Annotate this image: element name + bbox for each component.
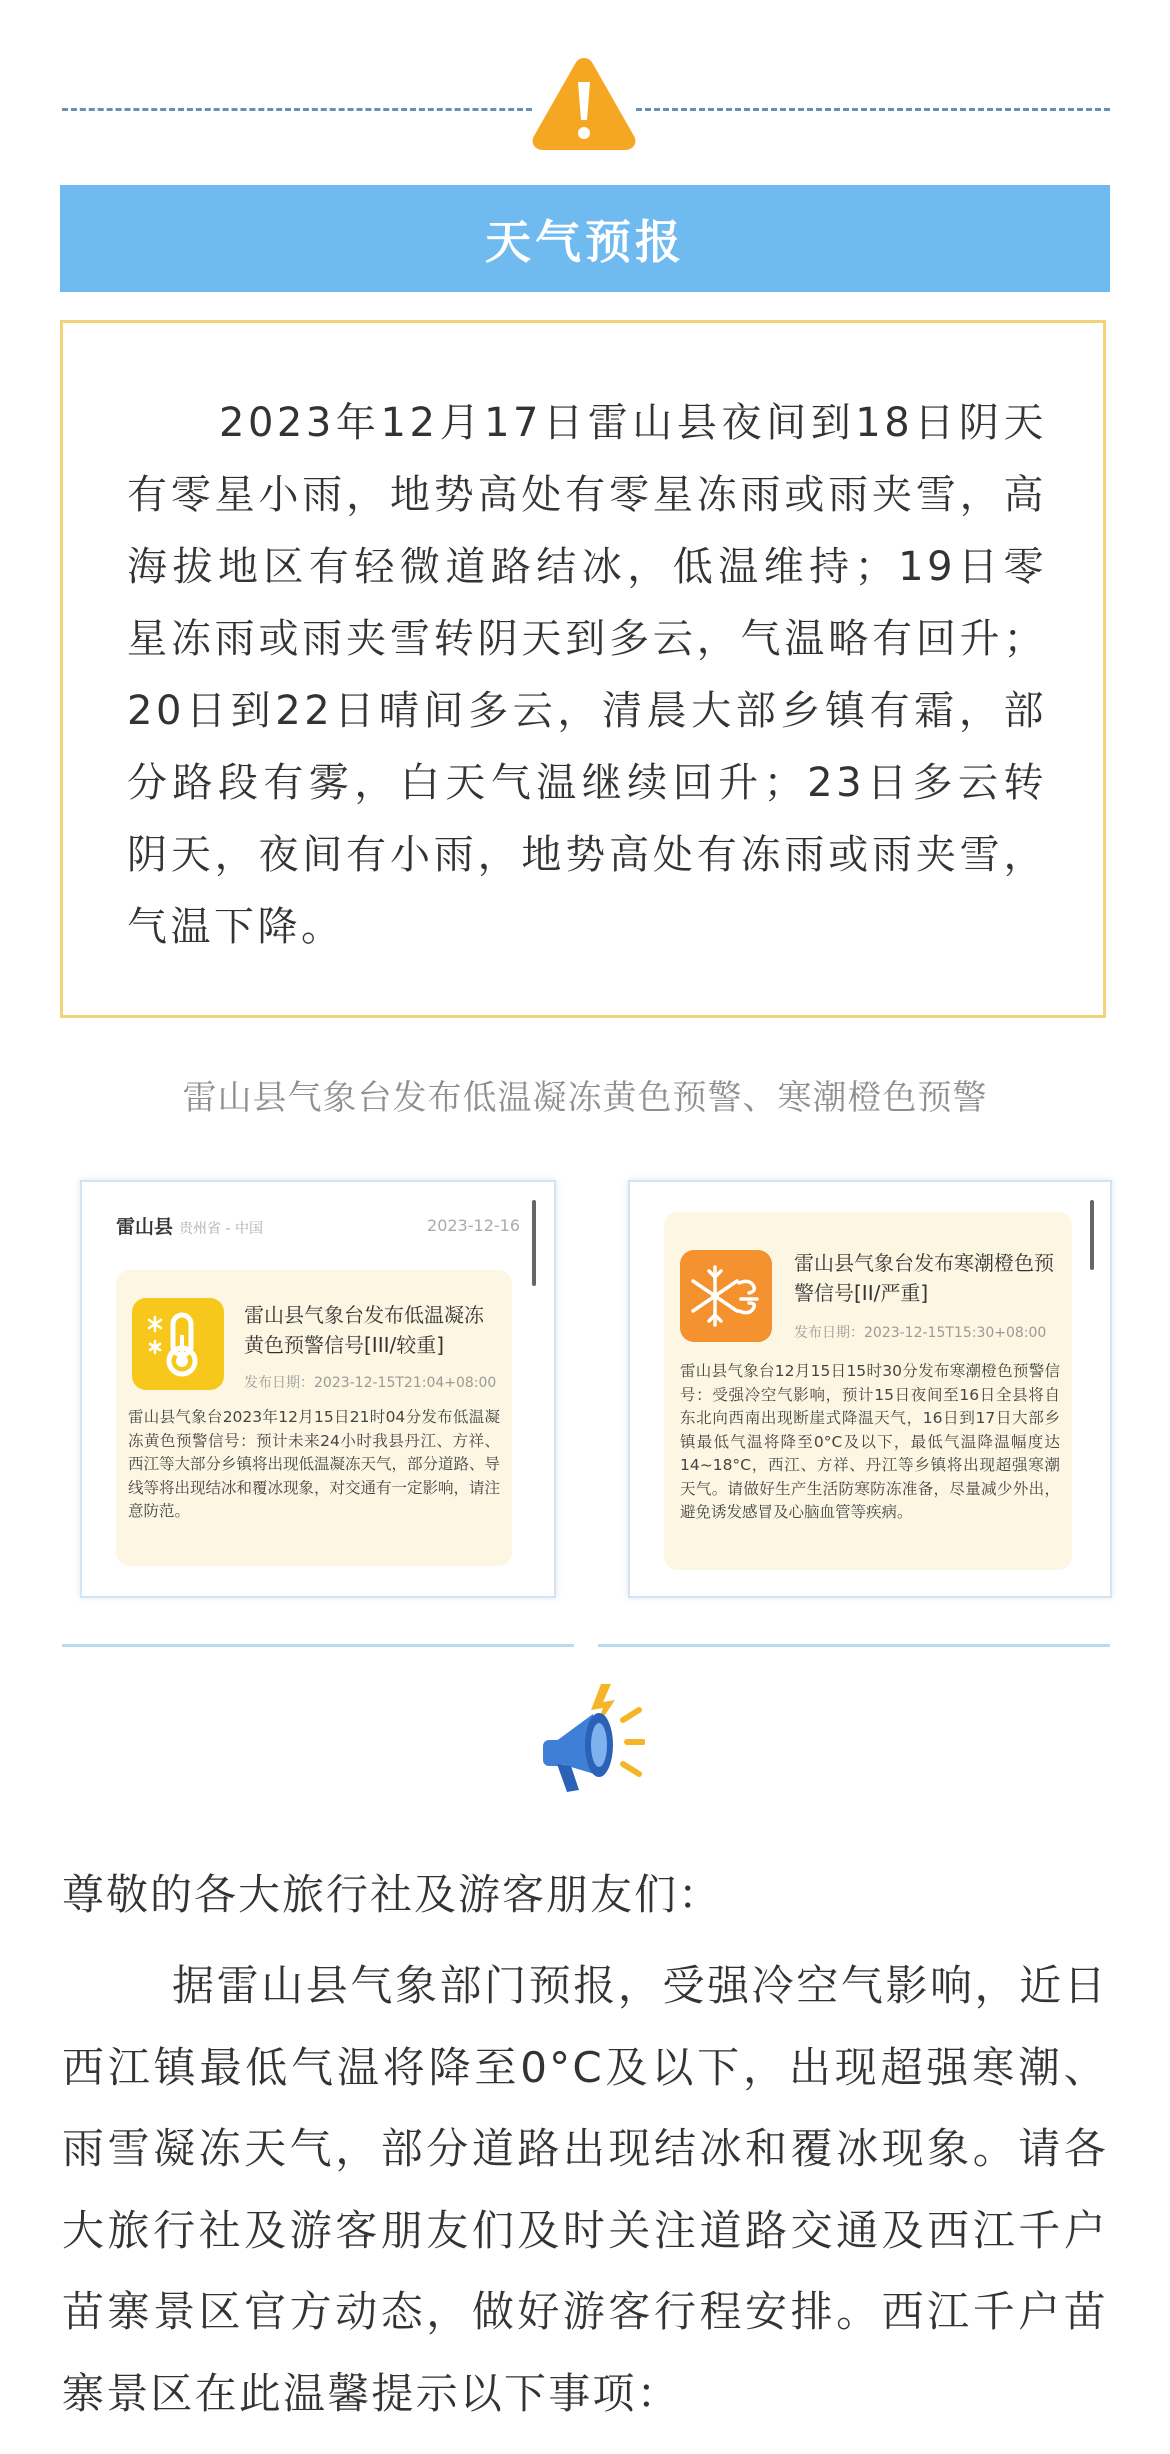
left-alert-card xyxy=(80,1180,556,1598)
location-region: 贵州省 - 中国 xyxy=(179,1221,263,1237)
top-divider-left xyxy=(62,108,532,111)
megaphone-icon xyxy=(535,1680,645,1810)
left-card-publish-date: 发布日期：2023-12-15T21:04+08:00 xyxy=(244,1375,497,1391)
card-date-header: 2023-12-16 xyxy=(427,1216,520,1235)
separator-right xyxy=(598,1644,1110,1647)
right-card-publish-date: 发布日期：2023-12-15T15:30+08:00 xyxy=(794,1325,1047,1341)
right-card-title: 雷山县气象台发布寒潮橙色预警信号[II/严重] xyxy=(794,1251,1054,1305)
left-card-title: 雷山县气象台发布低温凝冻黄色预警信号[III/较重] xyxy=(244,1303,484,1357)
right-card-content xyxy=(664,1212,1072,1570)
warning-triangle-icon xyxy=(528,52,640,152)
greeting-text: 尊敬的各大旅行社及游客朋友们： xyxy=(62,1870,723,1919)
top-divider-right xyxy=(636,108,1110,111)
notice-paragraph: 据雷山县气象部门预报，受强冷空气影响，近日西江镇最低气温将降至0°C及以下，出现超强寒潮、雨雪凝冻天气，部分道路出现结冰和覆冰现象。请各大旅行社及游客朋友们及时关注道路交通及西江千户苗寨景区官方动态，做好游客行程安排。西江千户苗寨景区在此温馨提示以下事项： xyxy=(62,1961,1108,2418)
image-caption: 雷山县气象台发布低温凝冻黄色预警、寒潮橙色预警 xyxy=(182,1078,988,1118)
forecast-text: 2023年12月17日雷山县夜间到18日阴天有零星小雨，地势高处有零星冻雨或雨夹雪，高海拔地区有轻微道路结冰，低温维持；19日零星冻雨或雨夹雪转阴天到多云，气温略有回升；20日到22日晴间多云，清晨大部乡镇有霜，部分路段有雾，白天气温继续回升；23日多云转阴天，夜间有小雨，地势高处有冻雨或雨夹雪，气温下降。 xyxy=(127,400,1047,950)
banner-title: 天气预报 xyxy=(485,214,685,269)
left-card-body: 雷山县气象台2023年12月15日21时04分发布低温凝冻黄色预警信号：预计未来24小时我县丹江、方祥、西江等大部分乡镇将出现低温凝冻天气，部分道路、导线等将出现结冰和覆冰现象，对交通有一定影响，请注意防范。 xyxy=(128,1408,501,1520)
scrollbar[interactable] xyxy=(1090,1200,1094,1270)
separator-left xyxy=(62,1644,574,1647)
card-location xyxy=(116,1212,263,1239)
right-card-body: 雷山县气象台12月15日15时30分发布寒潮橙色预警信号：受强冷空气影响，预计15日夜间至16日全县将自东北向西南出现断崖式降温天气，16日到17日大部乡镇最低气温将降至0°C及以下，最低气温降温幅度达14~18°C，西江、方祥、丹江等乡镇将出现超强寒潮天气。请做好生产生活防寒防冻准备，尽量减少外出，避免诱发感冒及心脑血管等疾病。 xyxy=(680,1362,1060,1521)
weather-forecast-banner xyxy=(60,185,1110,292)
forecast-box xyxy=(60,320,1106,1018)
snowflake-wind-icon xyxy=(680,1250,772,1342)
location-name: 雷山县 xyxy=(116,1216,174,1238)
left-card-content xyxy=(116,1270,512,1566)
right-alert-card xyxy=(628,1180,1112,1598)
thermometer-snowflake-icon xyxy=(132,1298,224,1390)
scrollbar[interactable] xyxy=(532,1200,536,1286)
